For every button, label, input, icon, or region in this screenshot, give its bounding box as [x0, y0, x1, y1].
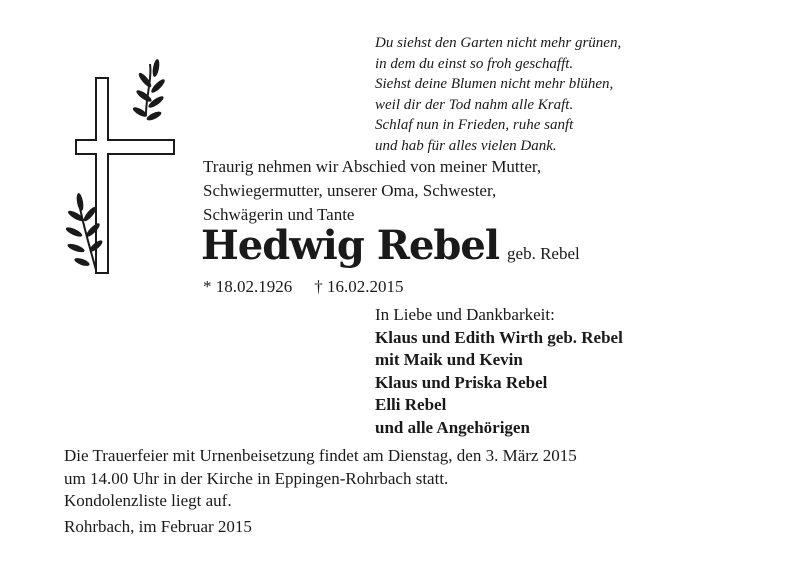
- intro-text: [203, 155, 673, 227]
- mourners-heading: In Liebe und Dankbarkeit:: [375, 305, 555, 324]
- poem-line: Siehst deine Blumen nicht mehr blühen,: [375, 76, 614, 92]
- service-line: Die Trauerfeier mit Urnenbeisetzung findet am Dienstag, den 3. März 2015: [64, 446, 577, 465]
- intro-line: Traurig nehmen wir Abschied von meiner Mutter,: [203, 157, 542, 176]
- poem: [375, 33, 775, 156]
- intro-line: Schwiegermutter, unserer Oma, Schwester,: [203, 181, 497, 200]
- poem-line: und hab für alles vielen Dank.: [375, 137, 557, 154]
- birth-name: geb. Rebel: [507, 244, 580, 263]
- deceased-name: Hedwig Rebel: [201, 222, 500, 269]
- place-and-date: Rohrbach, im Februar 2015: [64, 517, 252, 536]
- mourner-name: mit Maik und Kevin: [375, 350, 523, 369]
- poem-line: Schlaf nun in Frieden, ruhe sanft: [375, 117, 574, 133]
- birth-date: * 18.02.1926: [203, 277, 293, 296]
- service-info: [64, 445, 744, 513]
- mourner-name: Klaus und Edith Wirth geb. Rebel: [375, 327, 623, 347]
- service-line: um 14.00 Uhr in der Kirche in Eppingen-Rohrbach statt.: [64, 468, 449, 488]
- service-line: Kondolenzliste liegt auf.: [64, 491, 232, 510]
- life-dates: [203, 277, 404, 297]
- deceased-name-row: [201, 222, 580, 269]
- poem-line: Du siehst den Garten nicht mehr grünen,: [375, 35, 622, 51]
- poem-line: in dem du einst so froh geschafft.: [375, 55, 574, 72]
- poem-line: weil dir der Tod nahm alle Kraft.: [375, 96, 574, 113]
- mourner-name: und alle Angehörigen: [375, 417, 530, 437]
- death-date: † 16.02.2015: [314, 277, 404, 296]
- intro-line: Schwägerin und Tante: [203, 205, 355, 224]
- cross-with-palm-branch-icon: [66, 58, 176, 278]
- mourner-name: Klaus und Priska Rebel: [375, 372, 548, 392]
- mourner-name: Elli Rebel: [375, 395, 447, 414]
- mourners: [375, 304, 623, 439]
